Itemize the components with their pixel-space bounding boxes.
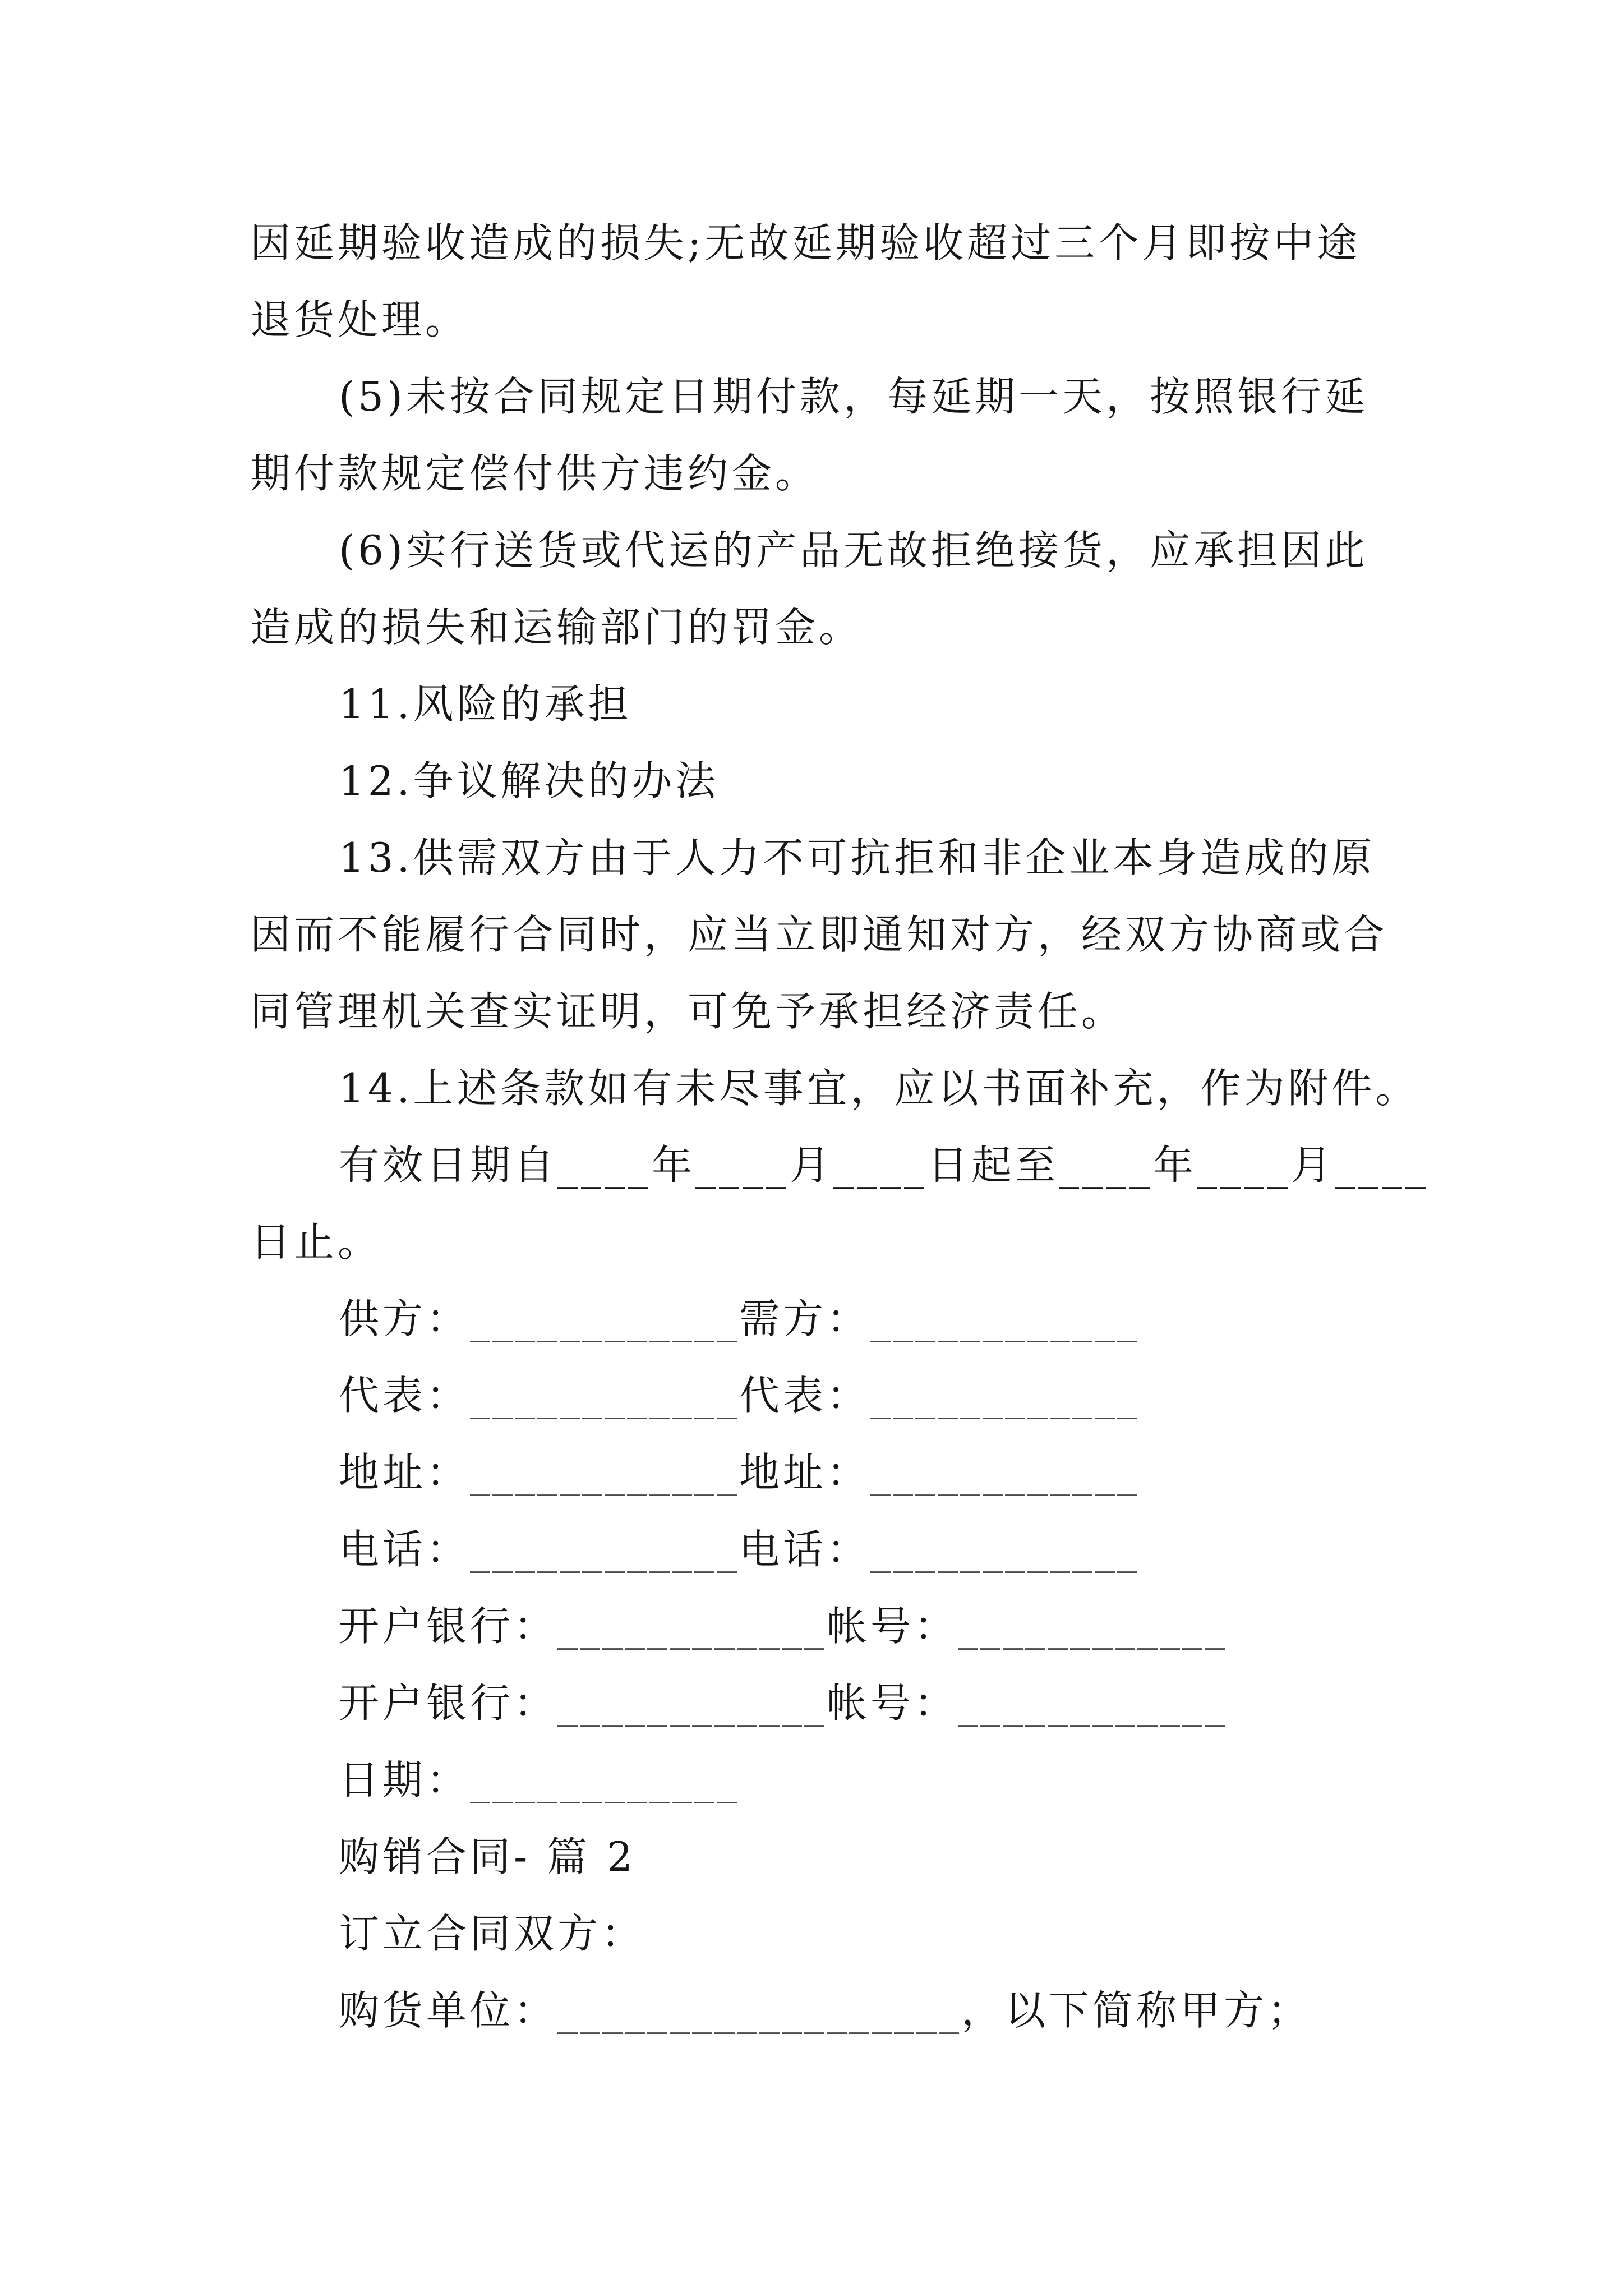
- buyer-representative-label: 代表：: [739, 1372, 871, 1419]
- supplier-blank: ____________: [470, 1295, 740, 1342]
- buyer-phone-label: 电话：: [739, 1526, 871, 1573]
- validity-period-line-2: 日止。: [250, 1218, 382, 1266]
- purchaser-line: [250, 1972, 1484, 2049]
- account-label: 帐号：: [827, 1603, 958, 1650]
- account-blank: ____________: [958, 1680, 1228, 1727]
- section-2-heading: 购销合同- 篇 2: [339, 1833, 636, 1880]
- purchaser-blank: __________________: [557, 1987, 962, 2034]
- buyer-representative-blank: ____________: [870, 1372, 1140, 1419]
- document-body: [250, 205, 1484, 2049]
- date-label: 日期：: [339, 1756, 471, 1803]
- buyer-address-blank: ____________: [870, 1449, 1140, 1496]
- clause-14: 14.上述条款如有未尽事宜，应以书面补充，作为附件。: [339, 1065, 1419, 1112]
- bank-blank: ____________: [557, 1680, 827, 1727]
- purchaser-label: 购货单位：: [339, 1987, 558, 2034]
- supplier-phone-blank: ____________: [470, 1526, 740, 1573]
- clause-10-5-line-2: 期付款规定偿付供方违约金。: [250, 450, 819, 497]
- clause-10-5-line-1: (5)未按合同规定日期付款，每延期一天，按照银行延: [339, 373, 1368, 420]
- bank-label: 开户银行：: [339, 1603, 558, 1650]
- bank-blank: ____________: [557, 1603, 827, 1650]
- buyer-address-label: 地址：: [739, 1449, 871, 1496]
- clause-13-line-3: 同管理机关查实证明，可免予承担经济责任。: [250, 988, 1126, 1035]
- buyer-blank: ____________: [870, 1295, 1140, 1342]
- supplier-representative-label: 代表：: [339, 1372, 471, 1419]
- clause-13-line-2: 因而不能履行合同时，应当立即通知对方，经双方协商或合: [250, 911, 1388, 958]
- supplier-address-blank: ____________: [470, 1449, 740, 1496]
- signature-row-address: [250, 1434, 1484, 1511]
- bank-label: 开户银行：: [339, 1680, 558, 1727]
- clause-10-4-line-2: 退货处理。: [250, 296, 469, 343]
- signature-row-phone: [250, 1511, 1484, 1588]
- purchaser-suffix: ，以下简称甲方；: [961, 1987, 1312, 2034]
- validity-period-line-1: 有效日期自____年____月____日起至____年____月____: [339, 1142, 1430, 1189]
- clause-10-4-line-1: 因延期验收造成的损失;无故延期验收超过三个月即按中途: [250, 219, 1361, 266]
- signature-row-representative: [250, 1358, 1484, 1434]
- supplier-representative-blank: ____________: [470, 1372, 740, 1419]
- signature-row-bank-2: [250, 1665, 1484, 1742]
- account-label: 帐号：: [827, 1680, 958, 1727]
- signature-row-bank-1: [250, 1588, 1484, 1665]
- supplier-address-label: 地址：: [339, 1449, 471, 1496]
- date-blank: ____________: [470, 1756, 740, 1803]
- supplier-phone-label: 电话：: [339, 1526, 471, 1573]
- clause-10-6-line-1: (6)实行送货或代运的产品无故拒绝接货，应承担因此: [339, 527, 1368, 574]
- contract-parties-intro: 订立合同双方：: [339, 1910, 645, 1957]
- clause-12-dispute: 12.争议解决的办法: [339, 757, 720, 804]
- signature-row-party: [250, 1281, 1484, 1358]
- buyer-label: 需方：: [739, 1295, 871, 1342]
- signature-row-date: [250, 1742, 1484, 1819]
- buyer-phone-blank: ____________: [870, 1526, 1140, 1573]
- clause-10-6-line-2: 造成的损失和运输部门的罚金。: [250, 604, 863, 651]
- clause-11-risk: 11.风险的承担: [339, 680, 632, 728]
- clause-13-line-1: 13.供需双方由于人力不可抗拒和非企业本身造成的原: [339, 834, 1376, 881]
- account-blank: ____________: [958, 1603, 1228, 1650]
- supplier-label: 供方：: [339, 1295, 471, 1342]
